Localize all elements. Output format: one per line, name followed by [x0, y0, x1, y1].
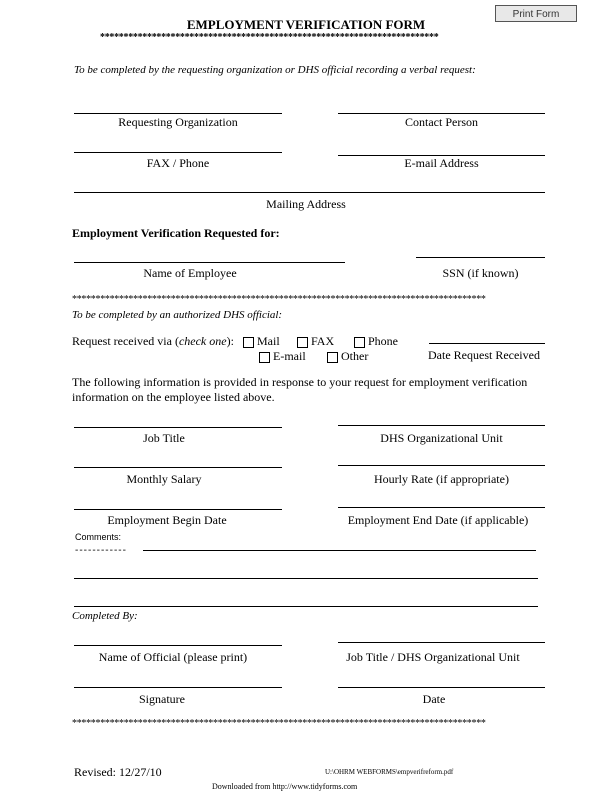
date-received-field[interactable]	[429, 343, 545, 344]
official-name-label: Name of Official (please print)	[98, 650, 248, 664]
info-paragraph: The following information is provided in response to your request for employment verification information on the employee listed above.	[72, 375, 528, 404]
option-mail[interactable]	[243, 334, 280, 349]
email-checkbox[interactable]	[259, 352, 270, 363]
request-via-check-one: check one	[178, 334, 227, 348]
request-via-prefix: Request received via (	[72, 334, 179, 348]
official-title-field[interactable]	[338, 642, 545, 643]
footer-divider: ****************************************************************************************	[72, 718, 486, 729]
begin-date-field[interactable]	[74, 509, 282, 510]
comments-dash: ------------	[75, 545, 127, 556]
employee-name-field[interactable]	[74, 262, 345, 263]
mailing-address-field[interactable]	[74, 192, 545, 193]
requesting-organization-label: Requesting Organization	[118, 115, 238, 129]
completed-by-heading: Completed By:	[72, 610, 138, 622]
fax-checkbox[interactable]	[297, 337, 308, 348]
employee-name-label: Name of Employee	[143, 266, 237, 280]
official-title-label: Job Title / DHS Organizational Unit	[346, 650, 520, 664]
date-label: Date	[422, 692, 446, 706]
mail-label: Mail	[257, 334, 280, 348]
ssn-field[interactable]	[416, 257, 545, 258]
fax-label: FAX	[311, 334, 335, 348]
file-path: U:\OHRM WEBFORMS\empverifreform.pdf	[325, 768, 454, 776]
form-title: EMPLOYMENT VERIFICATION FORM	[186, 17, 426, 32]
download-source	[212, 782, 357, 791]
org-unit-label: DHS Organizational Unit	[380, 431, 503, 445]
request-via-suffix: ):	[226, 334, 234, 348]
date-field[interactable]	[338, 687, 545, 688]
phone-checkbox[interactable]	[354, 337, 365, 348]
date-received-label: Date Request Received	[428, 348, 540, 362]
signature-label: Signature	[139, 692, 185, 706]
contact-person-label: Contact Person	[405, 115, 478, 129]
option-other[interactable]	[327, 349, 368, 364]
download-link[interactable]: http://www.tidyforms.com	[272, 782, 358, 791]
fax-phone-label: FAX / Phone	[146, 156, 210, 170]
option-fax[interactable]	[297, 334, 334, 349]
phone-label: Phone	[368, 334, 398, 348]
official-name-field[interactable]	[74, 645, 282, 646]
mail-checkbox[interactable]	[243, 337, 254, 348]
end-date-label: Employment End Date (if applicable)	[347, 513, 529, 527]
org-unit-field[interactable]	[338, 425, 545, 426]
signature-field[interactable]	[74, 687, 282, 688]
ssn-label: SSN (if known)	[442, 266, 519, 280]
intro-text: To be completed by the requesting organization or DHS official recording a verbal request:	[74, 64, 476, 76]
requesting-organization-field[interactable]	[74, 113, 282, 114]
title-divider: ************************************************************************	[100, 32, 439, 43]
job-title-label: Job Title	[143, 431, 185, 445]
option-phone[interactable]	[354, 334, 398, 349]
monthly-salary-field[interactable]	[74, 467, 282, 468]
mailing-address-label: Mailing Address	[266, 197, 346, 211]
email-address-label: E-mail Address	[404, 156, 479, 170]
official-heading: To be completed by an authorized DHS official:	[72, 309, 283, 321]
hourly-rate-label: Hourly Rate (if appropriate)	[374, 472, 509, 486]
hourly-rate-field[interactable]	[338, 465, 545, 466]
comments-label: Comments:	[75, 532, 122, 542]
email-label: E-mail	[273, 349, 306, 363]
other-checkbox[interactable]	[327, 352, 338, 363]
monthly-salary-label: Monthly Salary	[126, 472, 202, 486]
contact-person-field[interactable]	[338, 113, 545, 114]
comments-line-2[interactable]	[74, 578, 538, 579]
job-title-field[interactable]	[74, 427, 282, 428]
other-label: Other	[341, 349, 369, 363]
comments-line-1[interactable]	[143, 550, 536, 551]
begin-date-label: Employment Begin Date	[107, 513, 227, 527]
end-date-field[interactable]	[338, 507, 545, 508]
revised-date: Revised: 12/27/10	[74, 765, 162, 779]
request-via-label	[72, 334, 234, 349]
option-email[interactable]	[259, 349, 306, 364]
fax-phone-field[interactable]	[74, 152, 282, 153]
print-form-button[interactable]: Print Form	[495, 5, 577, 22]
download-prefix: Downloaded from	[212, 782, 273, 791]
comments-line-3[interactable]	[74, 606, 538, 607]
section-divider: ****************************************************************************************	[72, 294, 486, 305]
requested-for-heading: Employment Verification Requested for:	[72, 226, 280, 240]
